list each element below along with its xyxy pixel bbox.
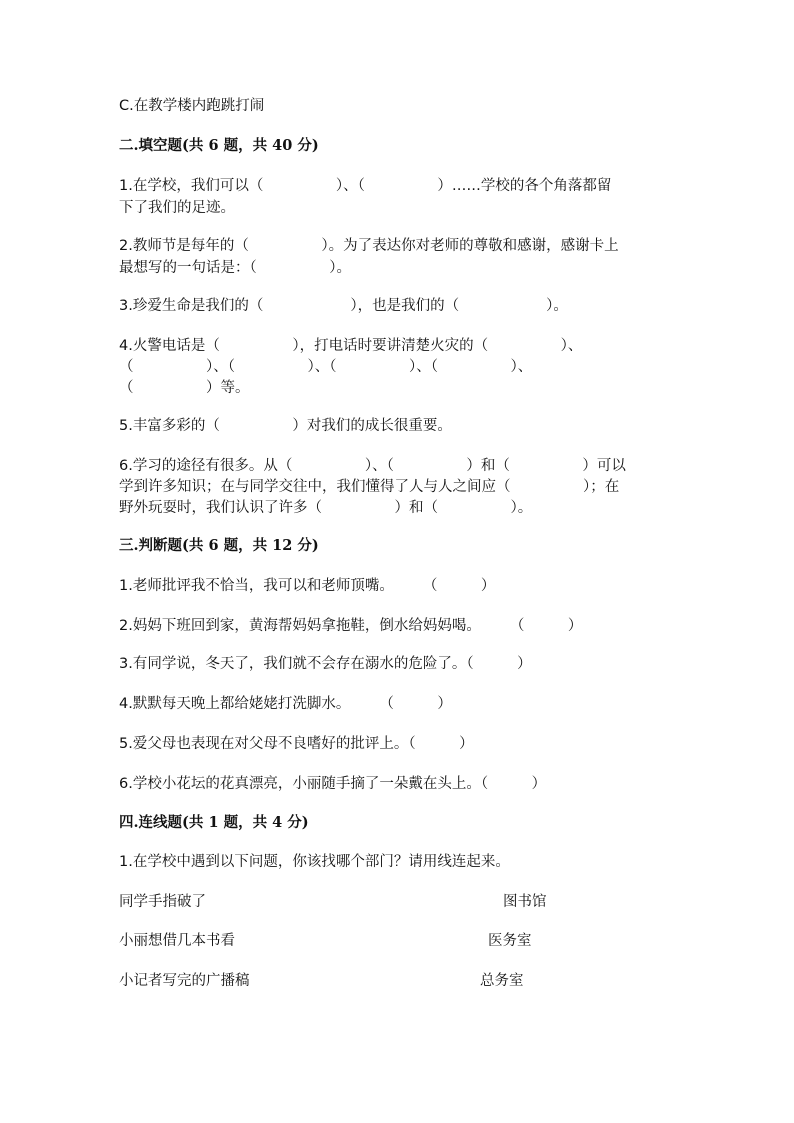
fill-q2-line1: 2.教师节是每年的（ ）。为了表达你对老师的尊敬和感谢，感谢卡上 bbox=[119, 238, 619, 254]
option-c: C.在教学楼内跑跳打闹 bbox=[119, 98, 265, 114]
match-left-1: 同学手指破了 bbox=[119, 894, 206, 910]
fill-q4-line2: （ ）、（ ）、（ ）、（ ）、 bbox=[119, 359, 533, 375]
match-left-3: 小记者写完的广播稿 bbox=[119, 973, 250, 989]
section-3-title: 三.判断题(共 6 题，共 12 分) bbox=[119, 537, 319, 554]
judge-q2: 2.妈妈下班回到家，黄海帮妈妈拿拖鞋，倒水给妈妈喝。 （ ） bbox=[119, 618, 583, 634]
fill-q4-line3: （ ）等。 bbox=[119, 380, 250, 396]
section-4-title: 四.连线题(共 1 题，共 4 分) bbox=[119, 814, 309, 831]
match-right-2: 医务室 bbox=[488, 933, 532, 949]
fill-q5: 5.丰富多彩的（ ）对我们的成长很重要。 bbox=[119, 418, 452, 434]
match-right-1: 图书馆 bbox=[503, 894, 547, 910]
judge-q3: 3.有同学说，冬天了，我们就不会存在溺水的危险了。（ ） bbox=[119, 656, 532, 672]
fill-q1-line2: 下了我们的足迹。 bbox=[119, 200, 235, 216]
fill-q6-line2: 学到许多知识；在与同学交往中，我们懂得了人与人之间应（ ）；在 bbox=[119, 479, 620, 495]
match-right-3: 总务室 bbox=[480, 973, 524, 989]
judge-q1: 1.老师批评我不恰当，我可以和老师顶嘴。 （ ） bbox=[119, 578, 496, 594]
match-left-2: 小丽想借几本书看 bbox=[119, 933, 235, 949]
fill-q3: 3.珍爱生命是我们的（ ），也是我们的（ ）。 bbox=[119, 298, 568, 314]
judge-q4: 4.默默每天晚上都给姥姥打洗脚水。 （ ） bbox=[119, 696, 452, 712]
fill-q2-line2: 最想写的一句话是：（ ）。 bbox=[119, 260, 351, 276]
fill-q4-line1: 4.火警电话是（ ），打电话时要讲清楚火灾的（ ）、 bbox=[119, 338, 583, 354]
judge-q6: 6.学校小花坛的花真漂亮，小丽随手摘了一朵戴在头上。（ ） bbox=[119, 776, 547, 792]
judge-q5: 5.爱父母也表现在对父母不良嗜好的批评上。（ ） bbox=[119, 736, 474, 752]
fill-q6-line3: 野外玩耍时，我们认识了许多（ ）和（ ）。 bbox=[119, 500, 533, 516]
fill-q6-line1: 6.学习的途径有很多。从（ ）、（ ）和（ ）可以 bbox=[119, 458, 626, 474]
section-2-title: 二.填空题(共 6 题，共 40 分) bbox=[119, 137, 319, 154]
match-q1: 1.在学校中遇到以下问题，你该找哪个部门？请用线连起来。 bbox=[119, 854, 510, 870]
fill-q1-line1: 1.在学校，我们可以（ ）、（ ）……学校的各个角落都留 bbox=[119, 178, 612, 194]
